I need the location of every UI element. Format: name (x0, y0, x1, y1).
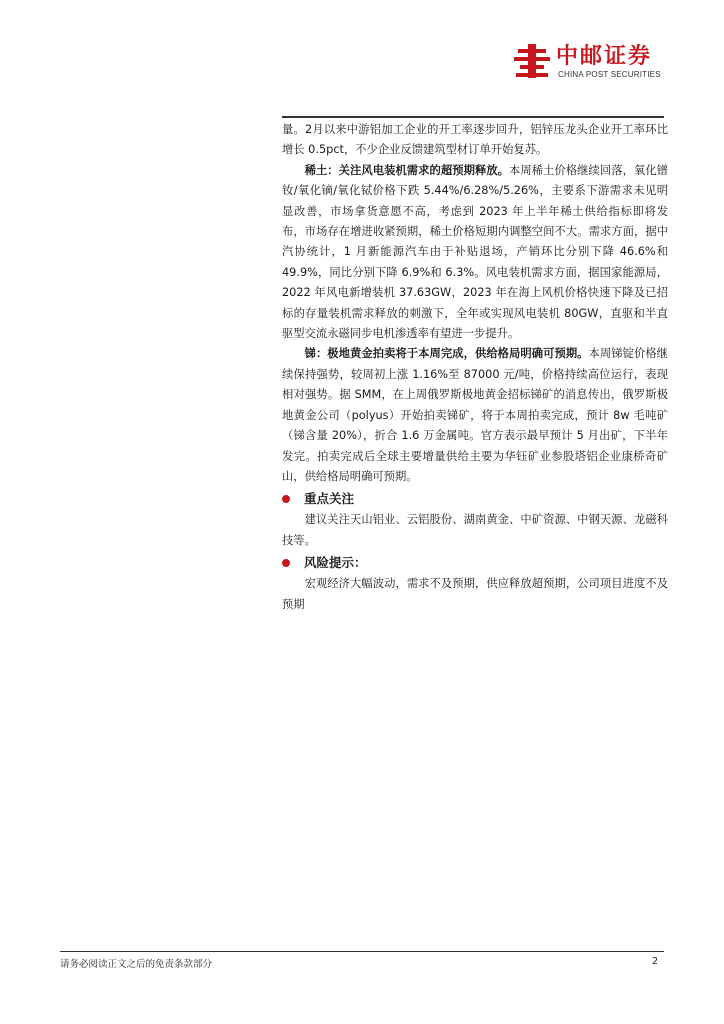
paragraph-antimony-text: 本周锑锭价格继续保持强势，较周初上涨 1.16%至 87000 元/吨，价格持续高位运行，表现相对强势。据 SMM，在上周俄罗斯极地黄金招标锑矿的消息传出，俄罗斯极地黄金公司（polyus）开始拍卖锑矿，将于本周拍卖完成，预计 8w 毛吨矿（锑含量 20%），折合 1.6 万金属吨。官方表示最早预计 5 月出矿，下半年发完。拍卖完成后全球主要增量供给主要为华钰矿业参股塔铝企业康桥奇矿山，供给格局明确可预期。 (282, 347, 668, 483)
company-logo (514, 44, 674, 80)
paragraph-rare-earth (282, 161, 668, 345)
footer-disclaimer: 请务必阅读正文之后的免责条款部分 (60, 959, 213, 970)
section-heading-risk-label: 风险提示： (304, 555, 367, 571)
bullet-dot-icon (282, 495, 290, 503)
logo-mark-icon (514, 44, 550, 78)
section-heading-focus (282, 488, 668, 510)
paragraph-rare-earth-text: 本周稀土价格继续回落，氧化镨钕/氧化镝/氧化铽价格下跌 5.44%/6.28%/5.26%，主要系下游需求未见明显改善，市场拿货意愿不高，考虑到 2023 年上半年稀土供给指标即将发布，市场存在增进收紧预期，稀土价格短期内调整空间不大。需求方面，据中汽协统计，1 月新能源汽车由于补贴退场，产销环比分别下降 46.6%和 49.9%，同比分别下降 6.9%和 6.3%。风电装机需求方面，据国家能源局，2022 年风电新增装机 37.63GW，2023 年在海上风机价格快速下降及已招标的存量装机需求释放的刺激下，全年或实现风电装机 80GW，直驱和半直驱型交流永磁同步电机渗透率有望进一步提升。 (282, 163, 668, 341)
paragraph-antimony-lead: 锑：极地黄金拍卖将于本周完成，供给格局明确可预期。 (304, 347, 589, 361)
paragraph-continuation: 量。2月以来中游铝加工企业的开工率逐步回升，铝锌压龙头企业开工率环比增长 0.5pct，不少企业反馈建筑型材订单开始复苏。 (282, 123, 668, 157)
footer-divider (60, 951, 664, 952)
header-divider (282, 116, 664, 118)
logo-english-name: CHINA POST SECURITIES (558, 70, 661, 79)
paragraph-focus: 建议关注天山铝业、云铝股份、湖南黄金、中矿资源、中钢天源、龙磁科技等。 (282, 513, 668, 547)
paragraph-risk: 宏观经济大幅波动，需求不及预期，供应释放超预期，公司项目进度不及预期 (282, 577, 668, 611)
bullet-dot-icon (282, 559, 290, 567)
paragraph-rare-earth-lead: 稀土：关注风电装机需求的超预期释放。 (304, 163, 510, 177)
logo-chinese-name: 中邮证券 (556, 44, 653, 69)
section-heading-focus-label: 重点关注 (304, 491, 355, 507)
page-number: 2 (652, 956, 659, 967)
section-heading-risk (282, 552, 668, 574)
paragraph-antimony (282, 344, 668, 487)
main-content (282, 120, 668, 615)
